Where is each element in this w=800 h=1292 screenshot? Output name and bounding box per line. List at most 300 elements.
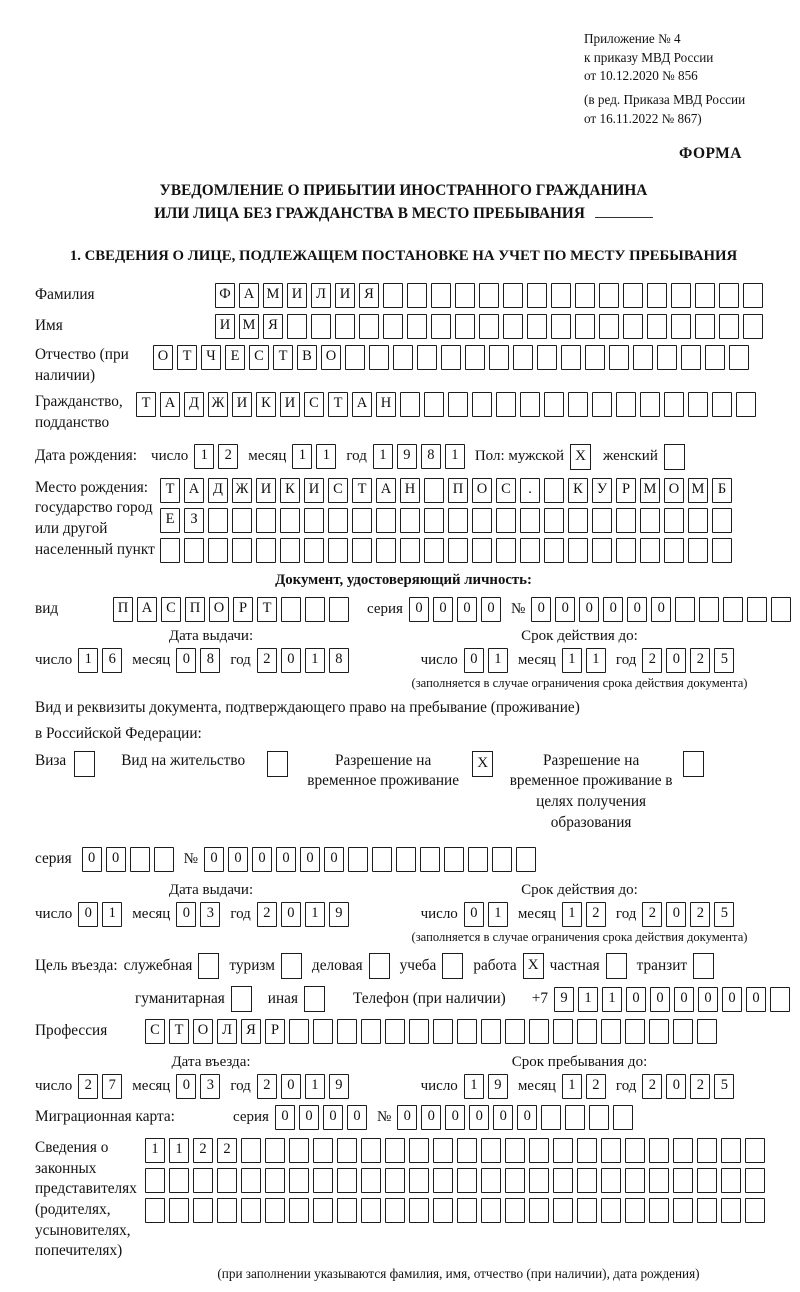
purpose-study-checkbox[interactable] — [442, 953, 463, 979]
char-box[interactable] — [393, 345, 413, 370]
birth-year-input[interactable] — [373, 444, 469, 469]
char-box[interactable]: И — [232, 392, 252, 417]
char-box[interactable] — [592, 392, 612, 417]
char-box[interactable] — [553, 1138, 573, 1163]
char-box[interactable]: 2 — [642, 648, 662, 673]
char-box[interactable]: К — [280, 478, 300, 503]
char-box[interactable] — [457, 1168, 477, 1193]
char-box[interactable]: Т — [169, 1019, 189, 1044]
char-box[interactable] — [448, 392, 468, 417]
char-box[interactable] — [400, 508, 420, 533]
char-box[interactable] — [361, 1168, 381, 1193]
residence-issue-month-input[interactable] — [176, 902, 224, 927]
char-box[interactable]: М — [688, 478, 708, 503]
char-box[interactable] — [280, 508, 300, 533]
char-box[interactable] — [359, 314, 379, 339]
char-box[interactable] — [160, 538, 180, 563]
char-box[interactable]: 0 — [275, 1105, 295, 1130]
char-box[interactable]: 2 — [642, 1074, 662, 1099]
char-box[interactable]: Я — [263, 314, 283, 339]
char-box[interactable] — [145, 1168, 165, 1193]
char-box[interactable] — [697, 1138, 717, 1163]
char-box[interactable] — [232, 508, 252, 533]
char-box[interactable] — [640, 508, 660, 533]
visa-checkbox[interactable] — [74, 751, 95, 777]
char-box[interactable] — [385, 1019, 405, 1044]
char-box[interactable]: 0 — [666, 1074, 686, 1099]
char-box[interactable]: 2 — [690, 1074, 710, 1099]
stay-month-input[interactable] — [562, 1074, 610, 1099]
char-box[interactable] — [616, 508, 636, 533]
residence-issue-year-input[interactable] — [257, 902, 353, 927]
char-box[interactable] — [465, 345, 485, 370]
char-box[interactable]: 9 — [397, 444, 417, 469]
char-box[interactable] — [313, 1198, 333, 1223]
char-box[interactable] — [492, 847, 512, 872]
purpose-humanitarian-checkbox[interactable] — [231, 986, 252, 1012]
char-box[interactable]: 1 — [445, 444, 465, 469]
char-box[interactable] — [265, 1168, 285, 1193]
char-box[interactable] — [457, 1198, 477, 1223]
char-box[interactable] — [664, 392, 684, 417]
char-box[interactable] — [747, 597, 767, 622]
char-box[interactable]: 1 — [562, 902, 582, 927]
stay-year-input[interactable] — [642, 1074, 738, 1099]
char-box[interactable] — [280, 538, 300, 563]
stay-day-input[interactable] — [464, 1074, 512, 1099]
char-box[interactable] — [516, 847, 536, 872]
char-box[interactable] — [729, 345, 749, 370]
char-box[interactable] — [529, 1138, 549, 1163]
char-box[interactable] — [695, 283, 715, 308]
char-box[interactable] — [311, 314, 331, 339]
char-box[interactable]: 0 — [176, 1074, 196, 1099]
char-box[interactable] — [616, 538, 636, 563]
gender-female-checkbox[interactable] — [664, 444, 685, 470]
char-box[interactable] — [217, 1198, 237, 1223]
char-box[interactable]: О — [153, 345, 173, 370]
char-box[interactable]: О — [193, 1019, 213, 1044]
char-box[interactable]: 0 — [603, 597, 623, 622]
char-box[interactable]: И — [215, 314, 235, 339]
residence-permit-checkbox[interactable] — [267, 751, 288, 777]
char-box[interactable] — [575, 314, 595, 339]
char-box[interactable]: 2 — [586, 902, 606, 927]
char-box[interactable]: 1 — [292, 444, 312, 469]
char-box[interactable] — [241, 1138, 261, 1163]
char-box[interactable] — [688, 392, 708, 417]
char-box[interactable] — [409, 1019, 429, 1044]
char-box[interactable]: Т — [160, 478, 180, 503]
char-box[interactable] — [217, 1168, 237, 1193]
char-box[interactable]: 0 — [106, 847, 126, 872]
char-box[interactable] — [649, 1198, 669, 1223]
char-box[interactable] — [640, 538, 660, 563]
char-box[interactable] — [433, 1168, 453, 1193]
purpose-official-checkbox[interactable] — [198, 953, 219, 979]
char-box[interactable]: 9 — [554, 987, 574, 1012]
char-box[interactable]: 1 — [586, 648, 606, 673]
char-box[interactable] — [625, 1138, 645, 1163]
char-box[interactable] — [256, 538, 276, 563]
char-box[interactable] — [431, 314, 451, 339]
char-box[interactable] — [551, 314, 571, 339]
char-box[interactable] — [169, 1198, 189, 1223]
char-box[interactable] — [673, 1168, 693, 1193]
char-box[interactable]: И — [335, 283, 355, 308]
char-box[interactable]: 2 — [257, 1074, 277, 1099]
char-box[interactable] — [455, 283, 475, 308]
char-box[interactable] — [441, 345, 461, 370]
surname-input[interactable] — [215, 283, 767, 308]
char-box[interactable]: 9 — [329, 1074, 349, 1099]
char-box[interactable] — [433, 1198, 453, 1223]
char-box[interactable] — [256, 508, 276, 533]
char-box[interactable] — [529, 1198, 549, 1223]
char-box[interactable] — [625, 1168, 645, 1193]
char-box[interactable] — [313, 1138, 333, 1163]
char-box[interactable]: П — [185, 597, 205, 622]
birth-place-line3-input[interactable] — [160, 538, 736, 563]
char-box[interactable] — [304, 538, 324, 563]
char-box[interactable] — [481, 1019, 501, 1044]
char-box[interactable] — [265, 1198, 285, 1223]
char-box[interactable]: 7 — [102, 1074, 122, 1099]
entry-year-input[interactable] — [257, 1074, 353, 1099]
char-box[interactable]: Л — [217, 1019, 237, 1044]
char-box[interactable] — [527, 314, 547, 339]
char-box[interactable] — [289, 1138, 309, 1163]
char-box[interactable]: Н — [400, 478, 420, 503]
char-box[interactable] — [345, 345, 365, 370]
char-box[interactable] — [671, 314, 691, 339]
char-box[interactable]: 1 — [169, 1138, 189, 1163]
char-box[interactable] — [712, 508, 732, 533]
char-box[interactable]: 0 — [746, 987, 766, 1012]
char-box[interactable] — [372, 847, 392, 872]
char-box[interactable]: Ч — [201, 345, 221, 370]
char-box[interactable]: Т — [352, 478, 372, 503]
char-box[interactable] — [553, 1168, 573, 1193]
char-box[interactable]: 0 — [300, 847, 320, 872]
char-box[interactable] — [577, 1168, 597, 1193]
char-box[interactable]: 0 — [674, 987, 694, 1012]
char-box[interactable] — [479, 283, 499, 308]
char-box[interactable]: А — [352, 392, 372, 417]
char-box[interactable] — [289, 1198, 309, 1223]
char-box[interactable]: Б — [712, 478, 732, 503]
char-box[interactable]: 3 — [200, 902, 220, 927]
char-box[interactable]: 0 — [204, 847, 224, 872]
char-box[interactable] — [407, 314, 427, 339]
char-box[interactable]: 0 — [421, 1105, 441, 1130]
char-box[interactable] — [361, 1138, 381, 1163]
char-box[interactable]: 0 — [666, 902, 686, 927]
char-box[interactable] — [265, 1138, 285, 1163]
char-box[interactable] — [409, 1138, 429, 1163]
char-box[interactable]: 0 — [409, 597, 429, 622]
char-box[interactable]: 1 — [562, 1074, 582, 1099]
char-box[interactable] — [337, 1138, 357, 1163]
identity-valid-day-input[interactable] — [464, 648, 512, 673]
char-box[interactable]: 2 — [586, 1074, 606, 1099]
char-box[interactable] — [577, 1019, 597, 1044]
entry-month-input[interactable] — [176, 1074, 224, 1099]
identity-series-input[interactable] — [409, 597, 505, 622]
char-box[interactable] — [770, 987, 790, 1012]
char-box[interactable] — [383, 314, 403, 339]
residence-series-input[interactable] — [82, 847, 178, 872]
char-box[interactable] — [328, 538, 348, 563]
char-box[interactable]: 0 — [579, 597, 599, 622]
char-box[interactable] — [472, 508, 492, 533]
char-box[interactable] — [601, 1019, 621, 1044]
purpose-work-checkbox[interactable]: X — [523, 953, 544, 979]
char-box[interactable]: 0 — [176, 902, 196, 927]
char-box[interactable] — [289, 1168, 309, 1193]
char-box[interactable] — [505, 1019, 525, 1044]
char-box[interactable] — [745, 1198, 765, 1223]
char-box[interactable]: 2 — [257, 648, 277, 673]
char-box[interactable] — [599, 283, 619, 308]
char-box[interactable]: 1 — [602, 987, 622, 1012]
char-box[interactable] — [592, 538, 612, 563]
name-input[interactable] — [215, 314, 767, 339]
char-box[interactable]: Ж — [232, 478, 252, 503]
char-box[interactable]: Ф — [215, 283, 235, 308]
temp-residence-checkbox[interactable]: X — [472, 751, 493, 777]
char-box[interactable]: 0 — [281, 1074, 301, 1099]
char-box[interactable] — [771, 597, 791, 622]
char-box[interactable] — [712, 538, 732, 563]
char-box[interactable]: К — [256, 392, 276, 417]
char-box[interactable] — [481, 1138, 501, 1163]
char-box[interactable] — [448, 538, 468, 563]
char-box[interactable] — [719, 283, 739, 308]
char-box[interactable] — [348, 847, 368, 872]
char-box[interactable]: 0 — [517, 1105, 537, 1130]
char-box[interactable] — [241, 1198, 261, 1223]
char-box[interactable]: 3 — [200, 1074, 220, 1099]
char-box[interactable] — [396, 847, 416, 872]
char-box[interactable]: 0 — [651, 597, 671, 622]
purpose-business-checkbox[interactable] — [369, 953, 390, 979]
char-box[interactable]: 0 — [324, 847, 344, 872]
char-box[interactable] — [541, 1105, 561, 1130]
char-box[interactable]: Е — [225, 345, 245, 370]
char-box[interactable]: Т — [257, 597, 277, 622]
char-box[interactable]: Д — [184, 392, 204, 417]
char-box[interactable]: О — [664, 478, 684, 503]
char-box[interactable]: 1 — [78, 648, 98, 673]
char-box[interactable] — [208, 538, 228, 563]
char-box[interactable]: И — [287, 283, 307, 308]
representatives-line2-input[interactable] — [145, 1168, 769, 1193]
char-box[interactable]: 5 — [714, 1074, 734, 1099]
char-box[interactable] — [424, 392, 444, 417]
birth-month-input[interactable] — [292, 444, 340, 469]
char-box[interactable] — [337, 1198, 357, 1223]
char-box[interactable]: 1 — [194, 444, 214, 469]
char-box[interactable] — [496, 538, 516, 563]
char-box[interactable]: 0 — [469, 1105, 489, 1130]
char-box[interactable] — [361, 1019, 381, 1044]
char-box[interactable]: О — [472, 478, 492, 503]
char-box[interactable] — [568, 508, 588, 533]
char-box[interactable] — [289, 1019, 309, 1044]
char-box[interactable] — [287, 314, 307, 339]
char-box[interactable] — [400, 392, 420, 417]
char-box[interactable] — [431, 283, 451, 308]
char-box[interactable] — [664, 538, 684, 563]
char-box[interactable]: С — [145, 1019, 165, 1044]
char-box[interactable]: С — [328, 478, 348, 503]
residence-issue-day-input[interactable] — [78, 902, 126, 927]
char-box[interactable]: А — [160, 392, 180, 417]
char-box[interactable] — [719, 314, 739, 339]
char-box[interactable]: 2 — [78, 1074, 98, 1099]
char-box[interactable]: 1 — [305, 902, 325, 927]
char-box[interactable] — [281, 597, 301, 622]
char-box[interactable] — [568, 538, 588, 563]
char-box[interactable]: 8 — [329, 648, 349, 673]
char-box[interactable] — [721, 1138, 741, 1163]
char-box[interactable] — [649, 1019, 669, 1044]
char-box[interactable] — [472, 392, 492, 417]
char-box[interactable]: 2 — [690, 648, 710, 673]
char-box[interactable] — [304, 508, 324, 533]
char-box[interactable] — [503, 283, 523, 308]
char-box[interactable]: 2 — [193, 1138, 213, 1163]
char-box[interactable] — [647, 283, 667, 308]
identity-number-input[interactable] — [531, 597, 795, 622]
char-box[interactable]: О — [209, 597, 229, 622]
char-box[interactable]: П — [448, 478, 468, 503]
char-box[interactable]: 0 — [531, 597, 551, 622]
char-box[interactable]: Т — [136, 392, 156, 417]
purpose-private-checkbox[interactable] — [606, 953, 627, 979]
char-box[interactable] — [400, 538, 420, 563]
char-box[interactable]: 0 — [464, 902, 484, 927]
char-box[interactable]: 2 — [217, 1138, 237, 1163]
char-box[interactable]: 1 — [145, 1138, 165, 1163]
char-box[interactable]: Р — [265, 1019, 285, 1044]
char-box[interactable] — [305, 597, 325, 622]
char-box[interactable] — [337, 1019, 357, 1044]
char-box[interactable] — [529, 1019, 549, 1044]
char-box[interactable] — [625, 1019, 645, 1044]
char-box[interactable] — [585, 345, 605, 370]
char-box[interactable] — [468, 847, 488, 872]
char-box[interactable]: Я — [241, 1019, 261, 1044]
char-box[interactable]: С — [496, 478, 516, 503]
birth-place-line1-input[interactable] — [160, 478, 736, 503]
char-box[interactable]: В — [297, 345, 317, 370]
gender-male-checkbox[interactable]: X — [570, 444, 591, 470]
char-box[interactable] — [496, 508, 516, 533]
char-box[interactable]: М — [640, 478, 660, 503]
char-box[interactable] — [145, 1198, 165, 1223]
char-box[interactable]: Л — [311, 283, 331, 308]
char-box[interactable] — [633, 345, 653, 370]
char-box[interactable] — [232, 538, 252, 563]
char-box[interactable] — [409, 1198, 429, 1223]
char-box[interactable] — [328, 508, 348, 533]
char-box[interactable]: 0 — [176, 648, 196, 673]
char-box[interactable]: 1 — [305, 1074, 325, 1099]
char-box[interactable] — [577, 1198, 597, 1223]
char-box[interactable] — [551, 283, 571, 308]
migration-number-input[interactable] — [397, 1105, 637, 1130]
char-box[interactable] — [505, 1198, 525, 1223]
char-box[interactable] — [505, 1138, 525, 1163]
char-box[interactable] — [489, 345, 509, 370]
char-box[interactable] — [335, 314, 355, 339]
char-box[interactable] — [561, 345, 581, 370]
char-box[interactable] — [361, 1198, 381, 1223]
char-box[interactable] — [407, 283, 427, 308]
char-box[interactable]: С — [161, 597, 181, 622]
char-box[interactable] — [481, 1168, 501, 1193]
char-box[interactable]: А — [137, 597, 157, 622]
purpose-other-checkbox[interactable] — [304, 986, 325, 1012]
char-box[interactable] — [448, 508, 468, 533]
char-box[interactable]: 1 — [578, 987, 598, 1012]
char-box[interactable]: 0 — [323, 1105, 343, 1130]
char-box[interactable]: 0 — [82, 847, 102, 872]
char-box[interactable] — [671, 283, 691, 308]
char-box[interactable] — [529, 1168, 549, 1193]
char-box[interactable]: 1 — [305, 648, 325, 673]
residence-valid-year-input[interactable] — [642, 902, 738, 927]
char-box[interactable] — [616, 392, 636, 417]
char-box[interactable] — [699, 597, 719, 622]
char-box[interactable] — [675, 597, 695, 622]
char-box[interactable] — [736, 392, 756, 417]
char-box[interactable] — [688, 508, 708, 533]
char-box[interactable]: 0 — [445, 1105, 465, 1130]
char-box[interactable] — [352, 538, 372, 563]
char-box[interactable]: 0 — [276, 847, 296, 872]
char-box[interactable]: 1 — [488, 902, 508, 927]
char-box[interactable] — [424, 538, 444, 563]
char-box[interactable]: И — [280, 392, 300, 417]
char-box[interactable] — [589, 1105, 609, 1130]
char-box[interactable]: 9 — [329, 902, 349, 927]
char-box[interactable] — [743, 314, 763, 339]
char-box[interactable]: Ж — [208, 392, 228, 417]
char-box[interactable]: И — [304, 478, 324, 503]
char-box[interactable] — [647, 314, 667, 339]
char-box[interactable]: П — [113, 597, 133, 622]
char-box[interactable] — [130, 847, 150, 872]
char-box[interactable] — [721, 1198, 741, 1223]
char-box[interactable]: 2 — [690, 902, 710, 927]
char-box[interactable] — [649, 1138, 669, 1163]
char-box[interactable] — [695, 314, 715, 339]
char-box[interactable]: 0 — [626, 987, 646, 1012]
char-box[interactable] — [352, 508, 372, 533]
char-box[interactable]: 0 — [281, 902, 301, 927]
char-box[interactable] — [376, 538, 396, 563]
char-box[interactable]: 0 — [464, 648, 484, 673]
char-box[interactable]: 8 — [421, 444, 441, 469]
char-box[interactable] — [520, 538, 540, 563]
char-box[interactable] — [417, 345, 437, 370]
char-box[interactable]: 0 — [493, 1105, 513, 1130]
char-box[interactable]: 0 — [722, 987, 742, 1012]
char-box[interactable]: Т — [273, 345, 293, 370]
